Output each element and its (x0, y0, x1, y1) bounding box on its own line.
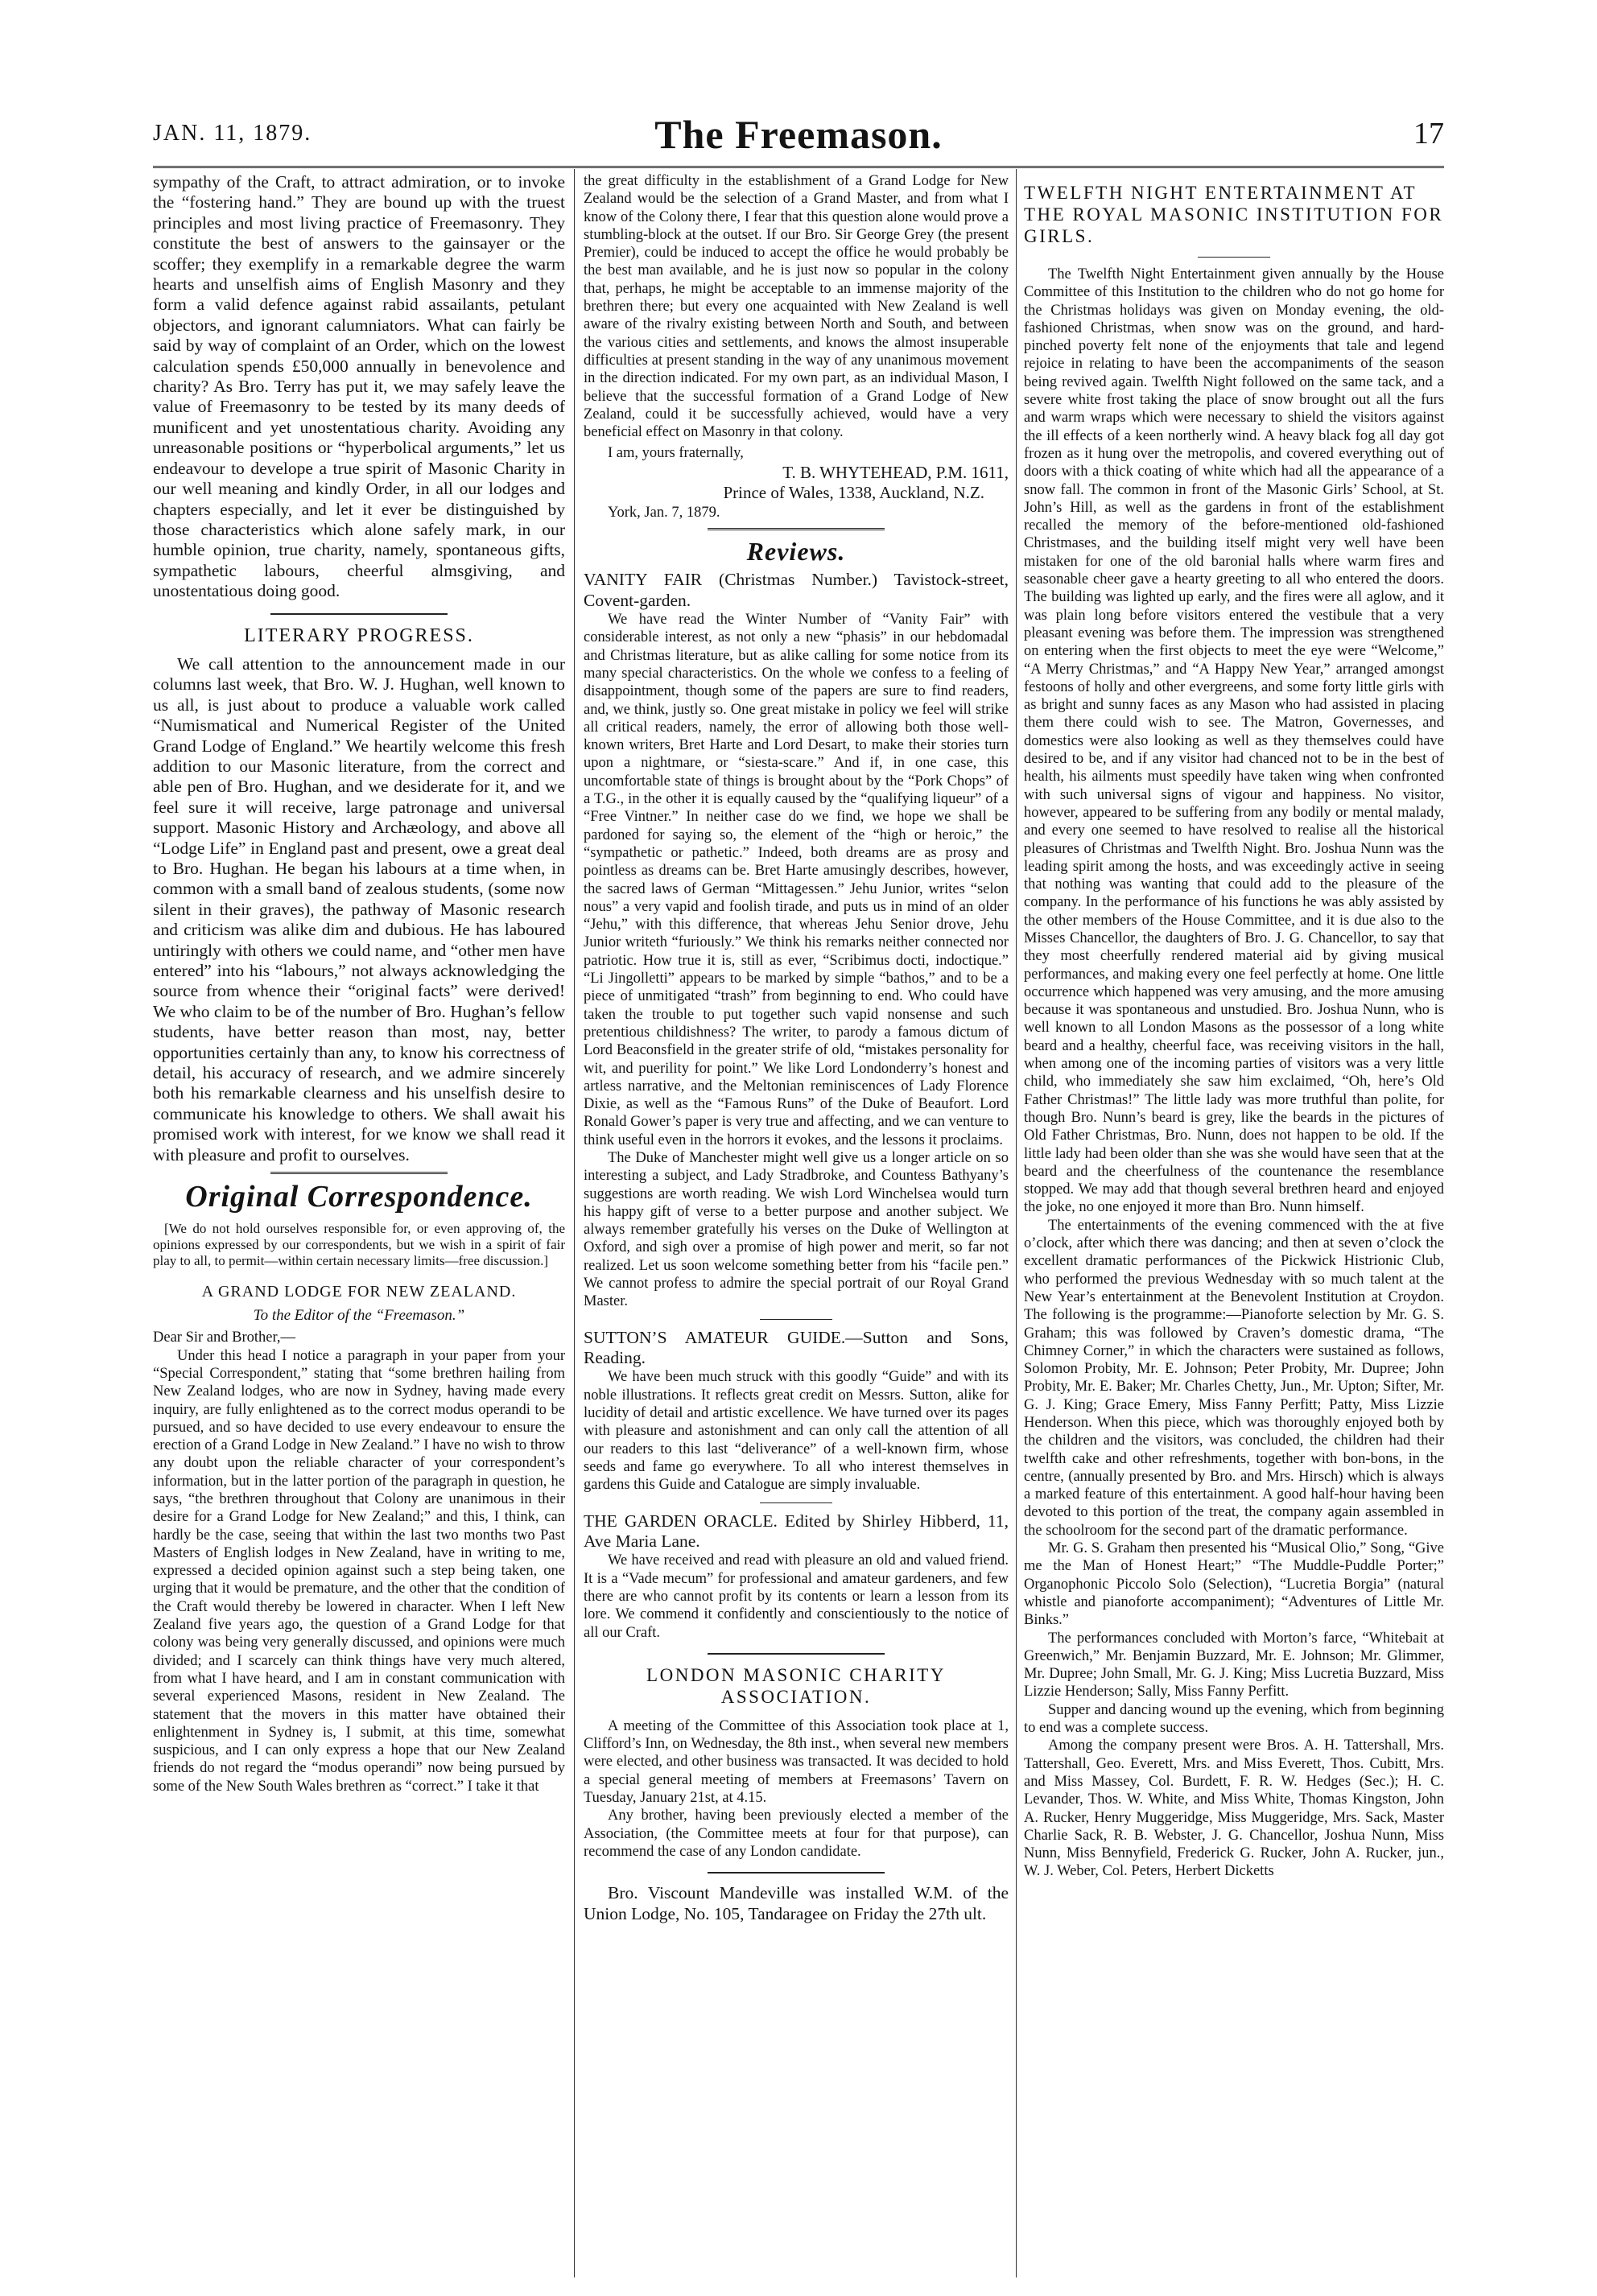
news-item: Bro. Viscount Mandeville was installed W.M. of the Union Lodge, No. 105, Tandaragee on Friday the 27th ult. (584, 1883, 1009, 1923)
section-rule (708, 528, 885, 530)
article-paragraph: A meeting of the Committee of this Association took place at 1, Clifford’s Inn, on Wednesday, the 8th inst., when several new members were elected, and other business was transacted. It was decided to hold a special general meeting of members at Freemasons’ Tavern on Tuesday, January 21st, at 4.15. (584, 1717, 1009, 1807)
column-2 (584, 172, 1009, 1924)
section-rule (270, 1172, 448, 1174)
article-paragraph: Any brother, having been previously elected a member of the Association, (the Committee meets at four for that purpose), can recommend the case of any London candidate. (584, 1808, 1009, 1860)
article-paragraph: The Twelfth Night Entertainment given annually by the House Committee of this Institution to the children who do not go home for the Christmas holidays was given on Monday evening, the old-fashioned Christmas, when snow was on the ground, and hard-pinched poverty felt none of the enjoyments that tale and legend rejoice in relating to have been the accompaniments of the season being revived again. Twelfth Night followed on the same tack, and a severe white frost taking the place of snow brought out all the furs and warm wraps which were necessary to shield the visitors against the ill effects of a keen northerly wind. A heavy black fog all day got frozen as it hung over the metropolis, and covered everything out of doors with a thick coating of white which had all the appearance of a snow fall. The common in front of the Masonic Girls’ School, at St. John’s Hill, as well as the gardens in front of the establishment recalled the memory of the before-mentioned old-fashioned Christmases, and the building itself might very well have been mistaken for one of the old baronial halls where warm fires and seasonable cheer gave a hearty greeting to all who entered the doors. The building was lighted up early, and the fires were all aglow, and it was plain long before visitors entered the vestibule that a very pleasant evening was before them. The impression was strengthened on entering when the first objects to meet the eye were “Welcome,” “A Merry Christmas,” and “A Happy New Year,” arranged amongst festoons of holly and other evergreens, and some forty little girls with as bright and sunny faces as any Mason who had assisted in placing them there could wish to see. The Matron, Governesses, and domestics were also looking as well as they themselves could have desired to be, and if any visitor had chanced not to be in the best of health, his ailments must speedily have taken wing when confronted with such universal signs of vigour and happiness. No visitor, however, appeared to be suffering from any bodily or mental malady, and every one seemed to have resolved to realise all the historical pleasures of Christmas and Twelfth Night. Bro. Joshua Nunn was the leading spirit among the hosts, and was exceedingly active in seeing that nothing was wanting that could add to the pleasure of the company. In the performance of his functions he was ably assisted by the other members of the House Committee, and it is due also to the Misses Chancellor, the daughters of Bro. J. G. Chancellor, to say that they most cheerfully rendered material aid by giving musical performances, and making every one feel perfectly at home. One little occurrence which happened was very amusing, and the more amusing because it was spontaneous and unstudied. Bro. Joshua Nunn, who is well known to all London Masons as the possessor of a long white beard and a healthy, cheerful face, was receiving visitors in the hall, when among one of the incoming parties of visitors was a very little child, who immediately she saw him exclaimed, “Oh, here’s Old Father Christmas!” The little lady was more truthful than polite, for though Bro. Nunn’s beard is grey, like the beards in the pictures of Old Father Christmas, Bro. Nunn, does not happen to be old. If the little lady had been older than she was she would have seen that at the beard and the cheerfulness of the countenance the resemblance stopped. We may add that though several brethren heard and enjoyed the joke, no one enjoyed it more than Bro. Nunn himself. (1024, 266, 1444, 1216)
letter-salutation: Dear Sir and Brother,— (153, 1329, 296, 1346)
letter-closing: I am, yours fraternally, (608, 445, 744, 462)
review-title: VANITY FAIR (Christmas Number.) Tavistock-street, Covent-garden. (584, 570, 1009, 610)
letter-title: A GRAND LODGE FOR NEW ZEALAND. (201, 1282, 517, 1301)
review-paragraph: We have been much struck with this goodly “Guide” and with its noble illustrations. It reflects great credit on Messrs. Sutton, alike for lucidity of detail and artistic excellence. We have turned over its pages with pleasure and astonishment and can only call the attention of all our readers to this last “deliverance” of a well-known firm, whose seeds and fame go everywhere. To all who interest themselves in gardens this Guide and Catalogue are simply invaluable. (584, 1369, 1009, 1494)
letter-addressee: To the Editor of the “Freemason.” (253, 1306, 465, 1324)
column-rule (574, 169, 575, 2277)
section-rule (760, 1502, 832, 1503)
letter-paragraph: Under this head I notice a paragraph in your paper from your “Special Correspondent,” stating that “some brethren hailing from New Zealand lodges, who are now in Sydney, having made every inquiry, are fully enlightened as to the correct modus operandi to be pursued, and so have decided to use every endeavour to ensure the erection of a Grand Lodge in New Zealand.” I have no wish to throw any doubt upon the reliable character of your correspondent’s information, but in the latter portion of the paragraph in question, he says, “the brethren throughout that Colony are unanimous in their desire for a Grand Lodge for New Zealand;” and this, I think, can hardly be the case, seeing that within the last two months two Past Masters of English lodges in New Zealand, have in writing to me, expressed a decided opinion against such a step being taken, one urging that it would be premature, and the other that the condition of the Craft would thereby be lowered in character. When I left New Zealand five years ago, the question of a Grand Lodge for that colony was being very generally discussed, and opinions were much divided; and I scarcely can think things have very much altered, from what I have heard, and I am in constant communication with several experienced Masons, resident in New Zealand. The statement that the movers in this matter have obtained their enlightenment in Sydney is, I submit, at this time, somewhat suspicious, and I can only express a hope that our New Zealand friends do not regard the “modus operandi” now being pursued by some of the New South Wales brethren as “correct.” I take it that (153, 1347, 565, 1795)
section-rule (708, 1653, 885, 1655)
section-heading: LONDON MASONIC CHARITY ASSOCIATION. (646, 1664, 946, 1707)
section-heading: Reviews. (746, 536, 846, 566)
article-paragraph: sympathy of the Craft, to attract admiration, or to invoke the “fostering hand.” They are bound up with the truest principles and most living practice of Freemasonry. They constitute the best of answers to the gainsayer or the scoffer; they exemplify in a remarkable degree the warm hearts and unselfish aims of English Masonry and they form a valid defence against rabid assailants, petulant objectors, and ignorant calumniators. What can fairly be said by way of complaint of an Order, which on the lowest calculation spends £50,000 annually in benevolence and charity? As Bro. Terry has put it, we may safely leave the value of Freemasonry to be tested by its many deeds of munificent and yet unostentatious charity. Avoiding any unreasonable positions or “hyperbolical arguments,” let us endeavour to develope a true spirit of Masonic Charity in our well meaning and kindly Order, in all our lodges and chapters especially, and let it ever be distinguished by those characteristics which alone safely mark, in our humble opinion, true charity, namely, spontaneous gifts, sympathetic labours, cheerful almsgiving, and unostentatious doing good. (153, 172, 565, 601)
editorial-disclaimer: [We do not hold ourselves responsible for, or even approving of, the opinions expressed by our correspondents, but we wish in a spirit of fair play to all, to permit—within certain necessary limits—free discussion.] (153, 1220, 565, 1268)
letter-paragraph: the great difficulty in the establishment of a Grand Lodge for New Zealand would be the selection of a Grand Master, and from what I know of the Colony there, I fear that this question alone would prove a stumbling-block at the outset. If our Bro. Sir George Grey (the present Premier), could be induced to accept the office he would probably be the best man available, and he is just now so popular in the colony that, perhaps, he might be acceptable to an immense majority of the brethren there; but every one acquainted with New Zealand is well aware of the rivalry existing between North and South, and between the various cities and settlements, and knows the almost insuperable difficulties at present standing in the way of any unanimous movement in the direction indicated. For my own part, as an individual Mason, I believe that the successful formation of a Grand Lodge of New Zealand, could it be successfully achieved, would have a very beneficial effect on Masonry in that colony. (584, 173, 1009, 441)
section-rule (270, 613, 448, 615)
newspaper-title: The Freemason. (654, 112, 943, 157)
review-paragraph: We have received and read with pleasure an old and valued friend. It is a “Vade mecum” for professional and amateur gardeners, and few there are who cannot profit by its contents or learn a lesson from its lore. We commend it confidently and conscientiously to the notice of all our Craft. (584, 1552, 1009, 1641)
article-paragraph: Among the company present were Bros. A. H. Tattershall, Mrs. Tattershall, Geo. Everett, Mrs. and Miss Everett, Thos. Cubitt, Mrs. and Miss Massey, Col. Burdett, F. R. W. Hedges (Sec.); H. C. Levander, Thos. W. White, and Miss White, Thomas Kingston, John A. Rucker, Henry Muggeridge, Miss Muggeridge, Mrs. Sack, Master Charlie Sack, R. B. Webster, J. G. Chancellor, Joshua Nunn, Miss Nunn, Miss Bennyfield, Frederick G. Rucker, John A. Rucker, jun., W. J. Weber, Col. Peters, Herbert Dicketts (1024, 1737, 1444, 1880)
masthead (153, 113, 1444, 161)
letter-signature-lodge: Prince of Wales, 1338, Auckland, N.Z. (723, 483, 984, 503)
section-rule (1198, 257, 1270, 258)
review-paragraph: The Duke of Manchester might well give us a longer article on so interesting a subject, and Lady Stradbroke, and Countess Bathyany’s suggestions are worth reading. We wish Lord Winchelsea would turn his happy gift of verse to a better purpose and another subject. We always remember gratefully his verses on the Duke of Wellington at Oxford, and sigh over a promise of high power and merit, so far not realized. Let us soon welcome something better from his “facile pen.” We cannot profess to admire the special portrait of our Royal Grand Master. (584, 1149, 1009, 1310)
article-paragraph: Mr. G. S. Graham then presented his “Musical Olio,” Song, “Give me the Man of Honest Heart;” “The Muddle-Puddle Porter;” Organophonic Piccolo Solo (Selection), “Lucretia Borgia” (natural whistle and pianoforte accompaniment); “Adventures of Little Mr. Binks.” (1024, 1540, 1444, 1629)
review-paragraph: We have read the Winter Number of “Vanity Fair” with considerable interest, as not only a new “phasis” in our hebdomadal and Christmas literature, but as alike calling for some notice from its many special characteristics. On the whole we confess to a feeling of disappointment, though some of the papers are sure to find readers, and, we think, justly so. One great mistake in policy we feel will strike all critical readers, namely, the error of allowing both those well-known writers, Bret Harte and Lord Desart, to make their stories turn upon a nightmare, or “siesta-scare.” And if, in one case, this uncomfortable state of things is brought about by the “Pork Chops” of a T.G., in the other it is equally caused by the “qualifying liqueur” of a “Free Vintner.” In neither case do we find, we hope we shall be pardoned for saying so, the element of the “high or heroic,” the “sympathetic or pathetic.” Indeed, both dreams are as prosy and pointless as dreams can be. Bret Harte amusingly describes, however, the sacred laws of German “Mittagessen.” Jehu Junior, writes “selon nous” a very vapid and foolish tirade, and puts us in mind of an older “Jehu,” with this difference, that whereas Jehu Senior drove, Jehu Junior writeth “furiously.” We think his remarks neither connected nor patriotic. How true it is, still as ever, “Scribimus docti, indoctique.” “Li Jingolletti” appears to be marked by simple “bathos,” and to be a piece of unmitigated “trash” from beginning to end. Who could have taken the trouble to put together such vapid nonsense and such pretentious childishness? The writer, to parody a famous dictum of Lord Beaconsfield in the greater strife of old, “mistakes personality for wit, and puerility for point.” We like Lord Londonderry’s honest and artless narrative, and the Meltonian reminiscences of Lady Florence Dixie, as well as the “Famous Runs” of the Duke of Beaufort. Lord Ronald Gower’s paper is very true and affecting, and we can venture to think useful even in the horrors it evokes, and the lessons it proclaims. (584, 612, 1009, 1148)
review-title: THE GARDEN ORACLE. Edited by Shirley Hibberd, 11, Ave Maria Lane. (584, 1511, 1009, 1551)
letter-signature: T. B. WHYTEHEAD, P.M. 1611, (782, 462, 1009, 482)
column-1 (153, 172, 565, 1795)
column-3 (1024, 172, 1444, 1881)
page-number: 17 (1413, 117, 1444, 150)
article-paragraph: We call attention to the announcement made in our columns last week, that Bro. W. J. Hughan, well known to us all, is just about to produce a valuable work called “Numismatical and Numerical Register of the United Grand Lodge of England.” We heartily welcome this fresh addition to our Masonic literature, from the correct and able pen of Bro. Hughan, and we desiderate for it, and we feel sure it will receive, large patronage and universal support. Masonic History and Archæology, and above all “Lodge Life” in England past and present, owe a great deal to Bro. Hughan. He began his labours at a time when, in common with a small band of zealous students, (some now silent in their graves), the pathway of Masonic research and criticism was alike dim and dubious. He has laboured untiringly with others we could name, and “other men have entered” into his “labours,” not always acknowledging the source from whence their “original facts” were derived! We who claim to be of the number of Bro. Hughan’s fellow students, have better reason than most, nay, better opportunities certainly than any, to know his correctness of detail, his accuracy of research, and we admire sincerely both his remarkable clearness and his unselfish desire to communicate his knowledge to others. We shall await his promised work with interest, for we know we shall read it with pleasure and profit to ourselves. (153, 653, 565, 1164)
letter-date: York, Jan. 7, 1879. (608, 504, 720, 521)
column-rule (1016, 169, 1017, 2277)
section-rule (760, 1319, 832, 1320)
section-heading: TWELFTH NIGHT ENTERTAINMENT AT THE ROYAL MASONIC INSTITUTION FOR GIRLS. (1024, 183, 1444, 246)
header-rule (153, 166, 1444, 168)
article-paragraph: The performances concluded with Morton’s farce, “Whitebait at Greenwich,” Mr. Benjamin Buzzard, Mr. E. Johnson; Mr. Glimmer, Mr. Dupree; John Small, Mr. G. J. King; Miss Lucretia Buzzard, Miss Lizzie Henderson; Sally, Miss Fanny Perfitt. (1024, 1630, 1444, 1700)
article-paragraph: Supper and dancing wound up the evening, which from beginning to end was a complete success. (1024, 1701, 1444, 1737)
review-title: SUTTON’S AMATEUR GUIDE.—Sutton and Sons, Reading. (584, 1327, 1009, 1368)
section-heading: Original Correspondence. (185, 1180, 533, 1214)
article-paragraph: The entertainments of the evening commenced with the at five o’clock, after which there was dancing; and then at seven o’clock the excellent dramatic performances of the Pickwick Histrionic Club, who performed the previous Wednesday with so much talent at the New Year’s entertainment at the Benevolent Institution at Croydon. The following is the programme:—Pianoforte selection by Mr. G. S. Graham; this was followed by Craven’s domestic drama, “The Chimney Corner,” in which the characters were sustained as follows, Solomon Probity, Mr. E. Johnson; Peter Probity, Mr. Dupree; John Probity, Mr. E. Baker; Mr. Charles Chetty, Jun., Mr. Upton; Sifter, Mr. G. J. King; Grace Emery, Miss Fanny Perfitt; Patty, Miss Lizzie Henderson. When this piece, which was thoroughly enjoyed both by the children and the visitors, was concluded, the children had their twelfth cake and other refreshments, together with bon-bons, in the centre, (annually presented by Bro. and Mrs. Hirsch) which is always a marked feature of this entertainment. A good half-hour having been devoted to this portion of the treat, the company again assembled in the schoolroom for the second part of the dramatic performance. (1024, 1217, 1444, 1539)
issue-date: JAN. 11, 1879. (153, 121, 312, 146)
section-heading: LITERARY PROGRESS. (244, 624, 474, 646)
section-rule (708, 1872, 885, 1873)
